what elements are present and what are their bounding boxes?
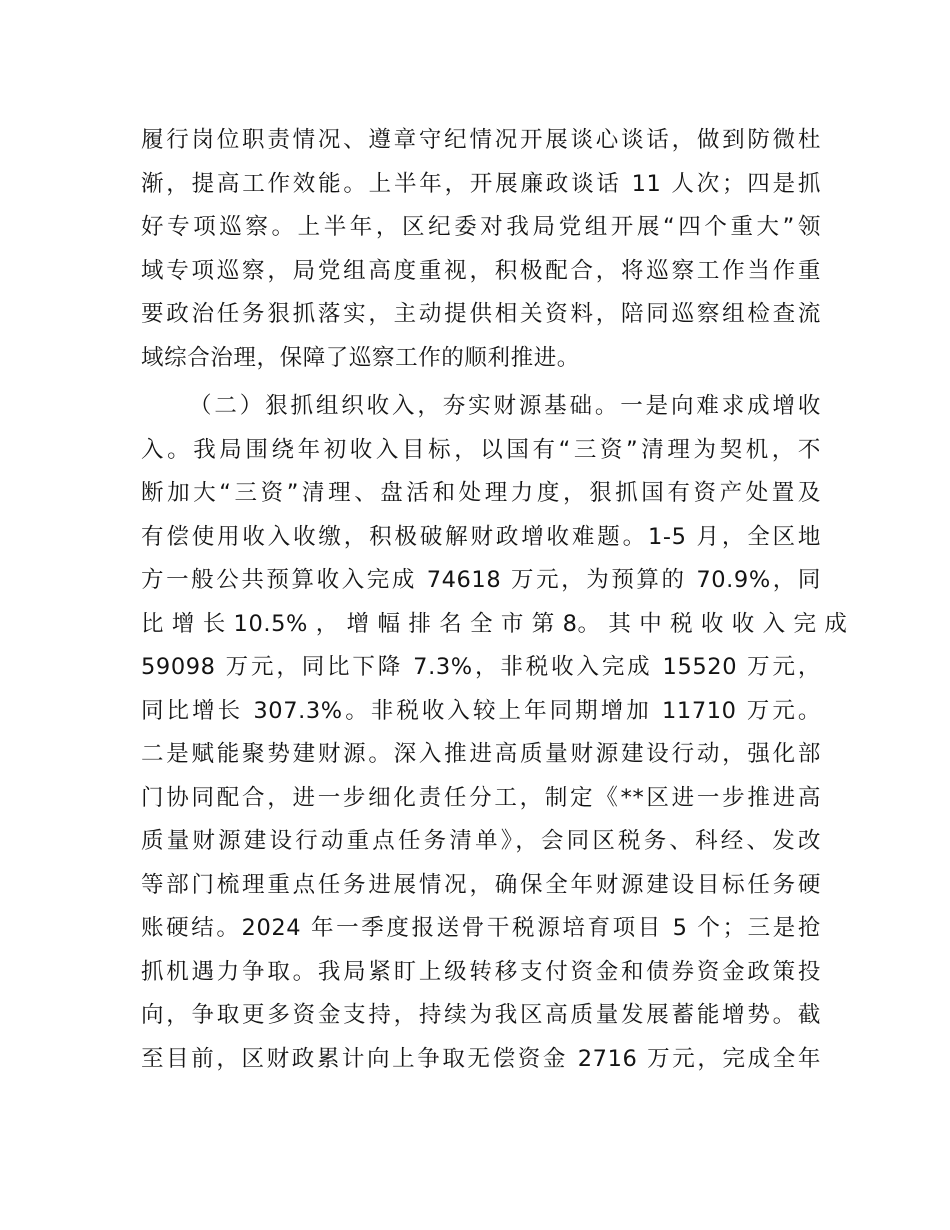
- text-line: 比 增 长 10.5% ， 增 幅 排 名 全 市 第 8。 其 中 税 收 收 入 完 成: [141, 610, 848, 637]
- text-line: 门协同配合，进一步细化责任分工，制定《**区进一步推进高: [141, 784, 821, 811]
- text-line: 域综合治理，保障了巡察工作的顺利推进。: [141, 344, 580, 371]
- text-line: 二是赋能聚势建财源。深入推进高质量财源建设行动，强化部: [141, 741, 821, 767]
- paragraph-2: [141, 385, 848, 1081]
- text-line: 入。我局围绕年初收入目标，以国有“三资”清理为契机，不: [141, 436, 821, 463]
- paragraph-1: [141, 119, 821, 380]
- text-line: 好专项巡察。上半年，区纪委对我局党组开展“四个重大”领: [141, 214, 821, 240]
- text-line: 质量财源建设行动重点任务清单》，会同区税务、科经、发改: [141, 828, 821, 854]
- text-line: 抓机遇力争取。我局紧盯上级转移支付资金和债券资金政策投: [141, 958, 821, 985]
- text-line: 至目前，区财政累计向上争取无偿资金 2716 万元，完成全年: [141, 1045, 821, 1072]
- text-line: 断加大“三资”清理、盘活和处理力度，狠抓国有资产处置及: [141, 480, 821, 506]
- text-line: （二）狠抓组织收入，夯实财源基础。一是向难求成增收: [189, 393, 821, 419]
- text-line: 要政治任务狠抓落实，主动提供相关资料，陪同巡察组检查流: [141, 301, 821, 327]
- text-line: 同比增长 307.3%。非税收入较上年同期增加 11710 万元。: [141, 697, 821, 724]
- text-line: 有偿使用收入收缴，积极破解财政增收难题。1-5 月，全区地: [141, 523, 821, 550]
- text-line: 账硬结。2024 年一季度报送骨干税源培育项目 5 个；三是抢: [141, 915, 821, 941]
- text-line: 59098 万元，同比下降 7.3%，非税收入完成 15520 万元，: [141, 654, 821, 680]
- text-line: 向，争取更多资金支持，持续为我区高质量发展蓄能增势。截: [141, 1002, 821, 1028]
- text-line: 域专项巡察，局党组高度重视，积极配合，将巡察工作当作重: [141, 257, 821, 284]
- text-line: 履行岗位职责情况、遵章守纪情况开展谈心谈话，做到防微杜: [141, 127, 821, 153]
- text-line: 渐，提高工作效能。上半年，开展廉政谈话 11 人次；四是抓: [141, 170, 821, 197]
- document-body: [141, 119, 848, 1081]
- text-line: 等部门梳理重点任务进展情况，确保全年财源建设目标任务硬: [141, 871, 821, 898]
- text-line: 方一般公共预算收入完成 74618 万元，为预算的 70.9%，同: [141, 567, 821, 593]
